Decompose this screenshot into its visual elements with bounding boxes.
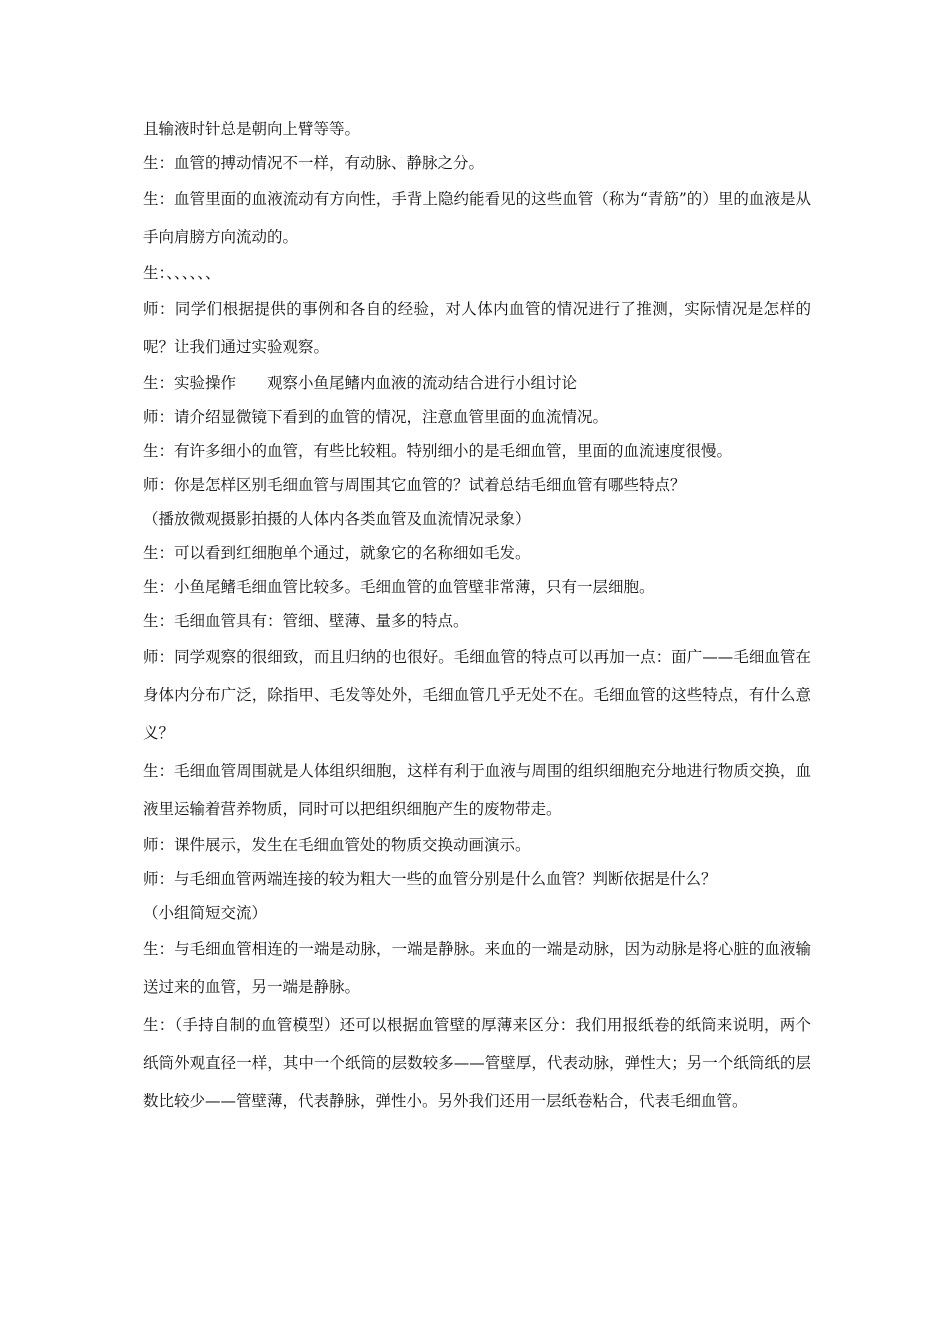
paragraph: （小组简短交流） [143, 904, 268, 922]
paragraph: 师：你是怎样区别毛细血管与周围其它血管的？试着总结毛细血管有哪些特点？ [143, 476, 686, 494]
paragraph: 生：可以看到红细胞单个通过，就象它的名称细如毛发。 [143, 544, 531, 562]
paragraph: 师：同学们根据提供的事例和各自的经验，对人体内血管的情况进行了推测，实际情况是怎样的呢？让我们通过实验观察。 [143, 300, 811, 356]
paragraph: 生：小鱼尾鳍毛细血管比较多。毛细血管的血管壁非常薄，只有一层细胞。 [143, 578, 655, 596]
paragraph: 生：毛细血管具有：管细、壁薄、量多的特点。 [143, 612, 469, 630]
paragraph: 生：实验操作 观察小鱼尾鳍内血液的流动结合进行小组讨论 [143, 374, 578, 392]
paragraph: 生：有许多细小的血管，有些比较粗。特别细小的是毛细血管，里面的血流速度很慢。 [143, 442, 733, 460]
paragraph: 师：课件展示，发生在毛细血管处的物质交换动画演示。 [143, 836, 531, 854]
document-body [143, 118, 811, 1126]
paragraph: 生：（手持自制的血管模型）还可以根据血管壁的厚薄来区分：我们用报纸卷的纸筒来说明，两个纸筒外观直径一样，其中一个纸筒的层数较多——管壁厚，代表动脉，弹性大；另一个纸筒纸的层数比较少——管壁薄，代表静脉，弹性小。另外我们还用一层纸卷粘合，代表毛细血管。 [143, 1016, 811, 1110]
paragraph: 生：毛细血管周围就是人体组织细胞，这样有利于血液与周围的组织细胞充分地进行物质交换，血液里运输着营养物质，同时可以把组织细胞产生的废物带走。 [143, 762, 811, 818]
paragraph: 生：血管里面的血液流动有方向性，手背上隐约能看见的这些血管（称为“青筋”的）里的血液是从手向肩膀方向流动的。 [143, 190, 811, 246]
paragraph: 师：与毛细血管两端连接的较为粗大一些的血管分别是什么血管？判断依据是什么？ [143, 870, 717, 888]
paragraph: 生：、、、、、、 [143, 264, 221, 282]
paragraph: 且输液时针总是朝向上臂等等。 [143, 120, 361, 138]
paragraph: 生：血管的搏动情况不一样，有动脉、静脉之分。 [143, 154, 485, 172]
paragraph: 师：请介绍显微镜下看到的血管的情况，注意血管里面的血流情况。 [143, 408, 609, 426]
paragraph: 生：与毛细血管相连的一端是动脉，一端是静脉。来血的一端是动脉，因为动脉是将心脏的血液输送过来的血管，另一端是静脉。 [143, 940, 811, 996]
paragraph: 师：同学观察的很细致，而且归纳的也很好。毛细血管的特点可以再加一点：面广——毛细血管在身体内分布广泛，除指甲、毛发等处外，毛细血管几乎无处不在。毛细血管的这些特点，有什么意义？ [143, 648, 811, 742]
paragraph: （播放微观摄影拍摄的人体内各类血管及血流情况录象） [143, 510, 531, 528]
